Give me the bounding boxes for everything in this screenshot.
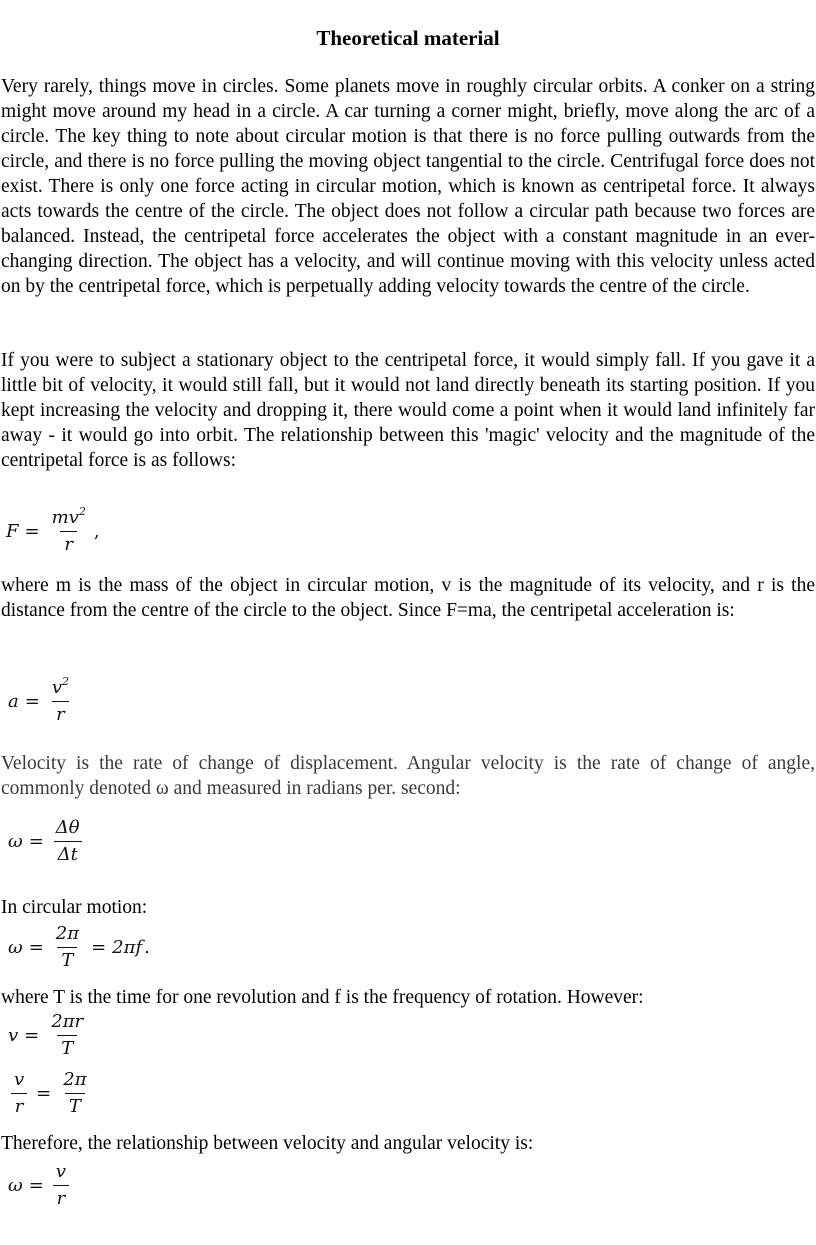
eq-lhs: ω (8, 1175, 23, 1196)
equation-angular-velocity-definition (8, 818, 86, 865)
eq-rhs: 2πf (112, 937, 143, 958)
eq-operator: = (36, 1083, 52, 1104)
paragraph-period-frequency: where T is the time for one revolution and f is the frequency of rotation. However: (1, 987, 644, 1008)
fraction-denominator: Δt (54, 841, 82, 865)
eq-operator: = (28, 831, 44, 852)
equation-ratio (8, 1070, 93, 1117)
fraction-numerator: 2πr (51, 1011, 84, 1032)
fraction (52, 924, 83, 971)
fraction (59, 1070, 90, 1117)
fraction-numerator: v (14, 1069, 25, 1090)
fraction (52, 1162, 70, 1209)
fraction (52, 818, 84, 865)
fraction (47, 1012, 87, 1059)
fraction-denominator: r (52, 701, 69, 725)
paragraph-centripetal-acceleration: where m is the mass of the object in circular motion, v is the magnitude of its velocity, and r is the distance from the centre of the circle to the object. Since F=ma, the centripetal acceleration is: (1, 575, 815, 621)
fraction-denominator: T (57, 947, 77, 971)
equation-centripetal-acceleration (8, 675, 75, 725)
eq-lhs: a (8, 691, 19, 712)
eq-operator: = (24, 691, 40, 712)
eq-operator: = (24, 521, 40, 542)
paragraph-circular-motion-intro: Very rarely, things move in circles. Some planets move in roughly circular orbits. A conker on a string might move around my head in a circle. A car turning a corner might, briefly, move along the arc of a circle. The key thing to note about circular motion is that there is no force pulling outwards from the circle, and there is no force pulling the moving object tangential to the circle. Centrifugal force does not exist. There is only one force acting in circular motion, which is known as centripetal force. It always acts towards the centre of the circle. The object does not follow a circular path because two forces are balanced. Instead, the centripetal force accelerates the object with a constant magnitude in an ever-changing direction. The object has a velocity, and will continue moving with this velocity unless acted on by the centripetal force, which is perpetually adding velocity towards the centre of the circle. (1, 76, 815, 297)
eq-operator: = (24, 1025, 40, 1046)
page-title: Theoretical material (316, 26, 500, 50)
paragraph-in-circular-motion: In circular motion: (1, 897, 148, 918)
fraction-denominator: r (60, 531, 77, 555)
fraction-numerator: v (55, 1161, 66, 1182)
fraction (48, 505, 90, 555)
fraction-denominator: T (57, 1035, 77, 1059)
fraction (10, 1070, 28, 1117)
eq-lhs: ω (8, 937, 23, 958)
eq-lhs: ω (8, 831, 23, 852)
fraction-numerator: Δθ (55, 817, 80, 838)
paragraph-angular-velocity: Velocity is the rate of change of displacement. Angular velocity is the rate of change of angle, commonly denoted ω and measured in radians per. second: (1, 753, 815, 799)
fraction-numerator: $mv^2$ (51, 505, 86, 528)
paragraph-therefore: Therefore, the relationship between velocity and angular velocity is: (1, 1133, 534, 1154)
equation-omega-v-over-r (8, 1162, 72, 1209)
eq-punctuation: , (93, 521, 100, 542)
fraction-denominator: T (65, 1093, 85, 1117)
paragraph-orbit-velocity: If you were to subject a stationary object to the centripetal force, it would simply fall. If you gave it a little bit of velocity, it would still fall, but it would not land directly beneath its starting position. If you kept increasing the velocity and dropping it, there would come a point when it would land infinitely far away - it would go into orbit. The relationship between this 'magic' velocity and the magnitude of the centripetal force is as follows: (1, 350, 815, 471)
fraction (48, 675, 73, 725)
eq-operator: = (28, 937, 44, 958)
fraction-denominator: r (11, 1093, 28, 1117)
equation-velocity-period (8, 1012, 89, 1059)
fraction-numerator: 2π (55, 923, 80, 944)
equation-centripetal-force (6, 505, 100, 555)
eq-lhs: v (8, 1025, 19, 1046)
equation-angular-velocity-period (8, 924, 150, 971)
fraction-denominator: r (53, 1185, 70, 1209)
eq-operator: = (28, 1175, 44, 1196)
fraction-numerator: $v^2$ (51, 675, 69, 698)
fraction-numerator: 2π (63, 1069, 87, 1090)
eq-punctuation: . (144, 937, 150, 958)
eq-operator: = (91, 937, 107, 958)
eq-lhs: F (6, 521, 19, 542)
